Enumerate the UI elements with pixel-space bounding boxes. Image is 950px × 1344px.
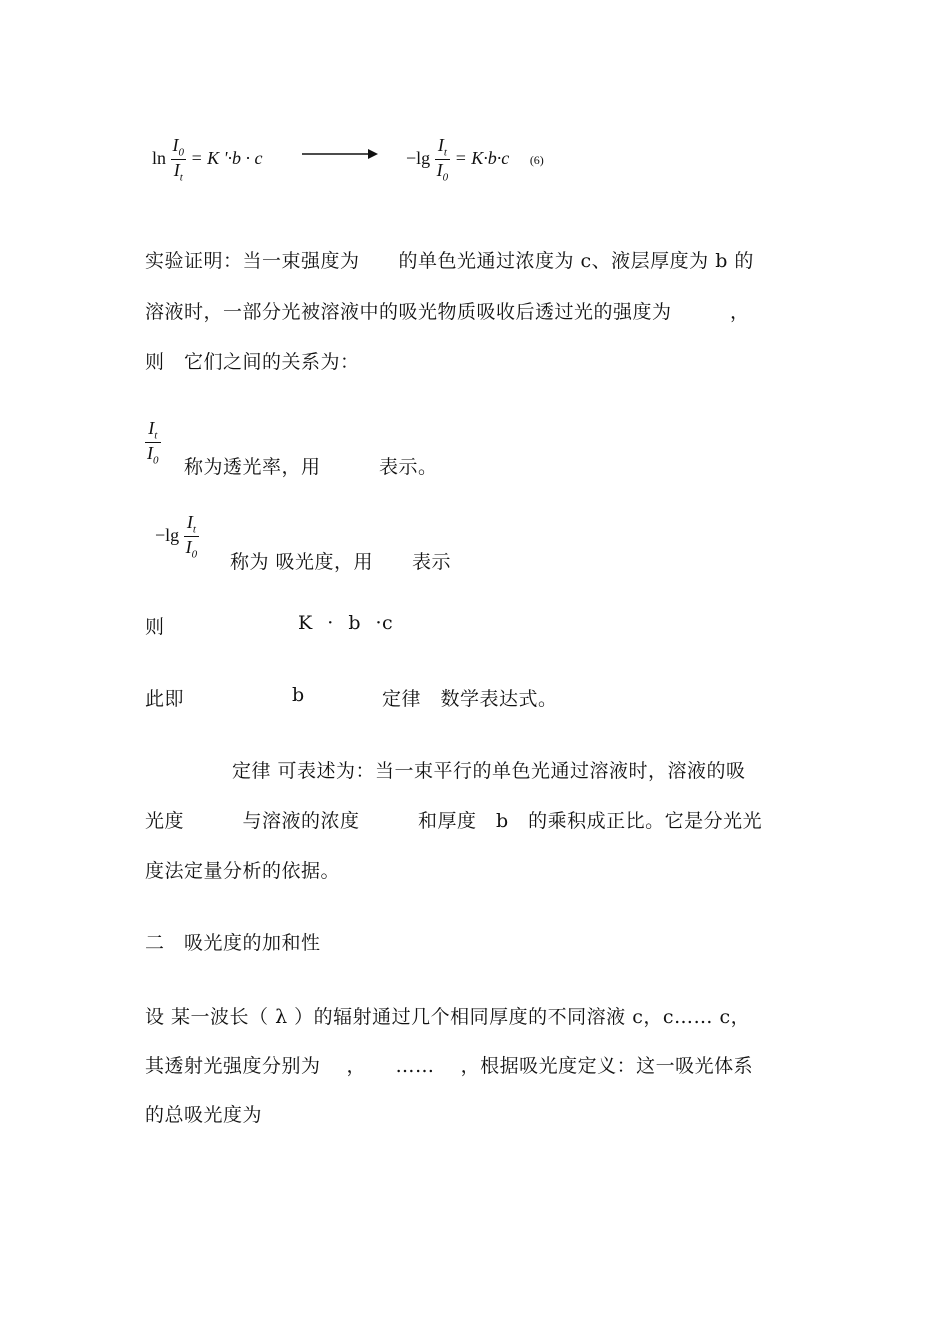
numerator-subscript: t [154, 429, 158, 442]
numerator-subscript: t [192, 523, 196, 536]
fraction-it-over-i0 [435, 135, 451, 184]
law-line-part2: b [292, 684, 305, 706]
section2-heading: 二 吸光度的加和性 [145, 932, 321, 954]
paragraph3-line2: 其透射光强度分别为 ， …… ，根据吸光度定义：这一吸光体系 [145, 1055, 754, 1077]
denominator-subscript: 0 [153, 454, 159, 467]
transmittance-fraction [145, 418, 161, 467]
numerator: I [148, 418, 155, 438]
denominator: I [436, 160, 443, 181]
equation-right-rhs: = K·b·c [454, 147, 510, 168]
law-line-part3: 定律 数学表达式。 [382, 688, 558, 710]
numerator-subscript: 0 [178, 146, 185, 159]
transmittance-text: 称为透光率，用 表示。 [184, 456, 438, 478]
paragraph3-line3: 的总吸光度为 [145, 1104, 263, 1126]
denominator-subscript: t [179, 171, 183, 184]
fraction-i0-over-it [171, 135, 187, 184]
ln-operator: ln [152, 147, 167, 168]
denominator: I [147, 443, 153, 464]
paragraph2-line2: 光度 与溶液的浓度 和厚度 b 的乘积成正比。它是分光光 [145, 810, 763, 832]
numerator: I [437, 135, 444, 155]
equation-number: (6) [529, 152, 544, 167]
absorbance-text: 称为 吸光度，用 表示 [230, 551, 452, 573]
relation-label: 则 [145, 616, 165, 638]
paragraph2-line3: 度法定量分析的依据。 [145, 860, 341, 882]
absorbance-expression [155, 512, 199, 561]
equation-left [152, 135, 263, 184]
equation-right [406, 135, 544, 184]
denominator: I [185, 537, 192, 558]
denominator: I [173, 160, 180, 181]
paragraph3-line1: 设 某一波长（ λ ）的辐射通过几个相同厚度的不同溶液 c，c…… c， [145, 1006, 751, 1028]
relation-expression: K · b ·c [298, 612, 394, 634]
denominator-subscript: 0 [191, 548, 198, 561]
lg-operator: −lg [155, 524, 180, 545]
lg-operator: −lg [406, 147, 431, 168]
paragraph2-line1: 定律 可表述为：当一束平行的单色光通过溶液时，溶液的吸 [232, 760, 746, 782]
numerator: I [172, 135, 179, 155]
law-line-part1: 此即 [145, 688, 185, 710]
right-arrow-icon [300, 147, 380, 161]
equation-left-rhs: = K '·b · c [190, 147, 263, 168]
numerator: I [186, 512, 193, 532]
paragraph1-line3: 则 它们之间的关系为： [145, 351, 360, 373]
paragraph1-line2: 溶液时，一部分光被溶液中的吸光物质吸收后透过光的强度为 ， [145, 301, 750, 323]
denominator-subscript: 0 [442, 171, 449, 184]
numerator-subscript: t [443, 146, 447, 159]
paragraph1-line1: 实验证明：当一束强度为 的单色光通过浓度为 c、液层厚度为 b 的 [145, 250, 754, 272]
